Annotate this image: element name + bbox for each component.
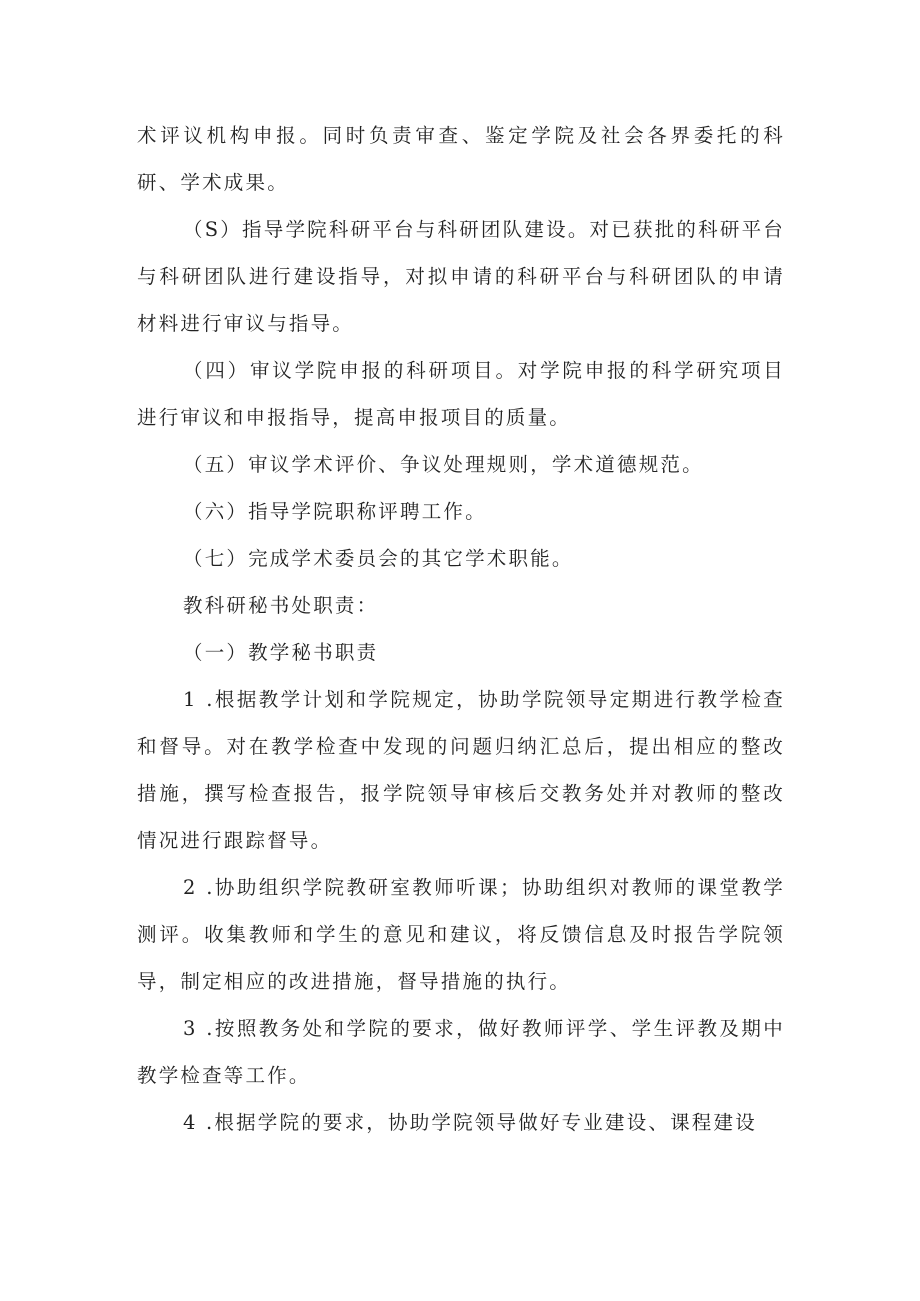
section-heading-secretariat-duties: 教科研秘书处职责： — [183, 594, 379, 617]
subsection-heading-teaching-secretary: （一）教学秘书职责 — [183, 641, 379, 664]
paragraph-item-6-title-appraisal: （六）指导学院职称评聘工作。 — [183, 500, 487, 523]
document-body — [137, 112, 785, 1146]
paragraph-continuation: 术评议机构申报。同时负责审查、鉴定学院及社会各界委托的科研、学术成果。 — [137, 124, 785, 194]
paragraph-item-7-other-functions: （七）完成学术委员会的其它学术职能。 — [183, 547, 574, 570]
numbered-item-3: 3 .按照教务处和学院的要求，做好教师评学、学生评教及期中教学检查等工作。 — [137, 1017, 785, 1087]
paragraph-item-5-academic-evaluation: （五）审议学术评价、争议处理规则，学术道德规范。 — [183, 453, 704, 476]
paragraph-item-4-research-projects: （四）审议学院申报的科研项目。对学院申报的科学研究项目进行审议和申报指导，提高申报项目的质量。 — [137, 359, 785, 429]
numbered-item-4: 4 .根据学院的要求，协助学院领导做好专业建设、课程建设 — [183, 1111, 757, 1134]
numbered-item-1: 1 .根据教学计划和学院规定，协助学院领导定期进行教学检查和督导。对在教学检查中发现的问题归纳汇总后，提出相应的整改措施，撰写检查报告，报学院领导审核后交教务处并对教师的整改情况进行跟踪督导。 — [137, 688, 785, 852]
paragraph-item-s-research-platform: （S）指导学院科研平台与科研团队建设。对已获批的科研平台与科研团队进行建设指导，对拟申请的科研平台与科研团队的申请材料进行审议与指导。 — [137, 218, 785, 335]
numbered-item-2: 2 .协助组织学院教研室教师听课；协助组织对教师的课堂教学测评。收集教师和学生的意见和建议，将反馈信息及时报告学院领导，制定相应的改进措施，督导措施的执行。 — [137, 876, 785, 993]
